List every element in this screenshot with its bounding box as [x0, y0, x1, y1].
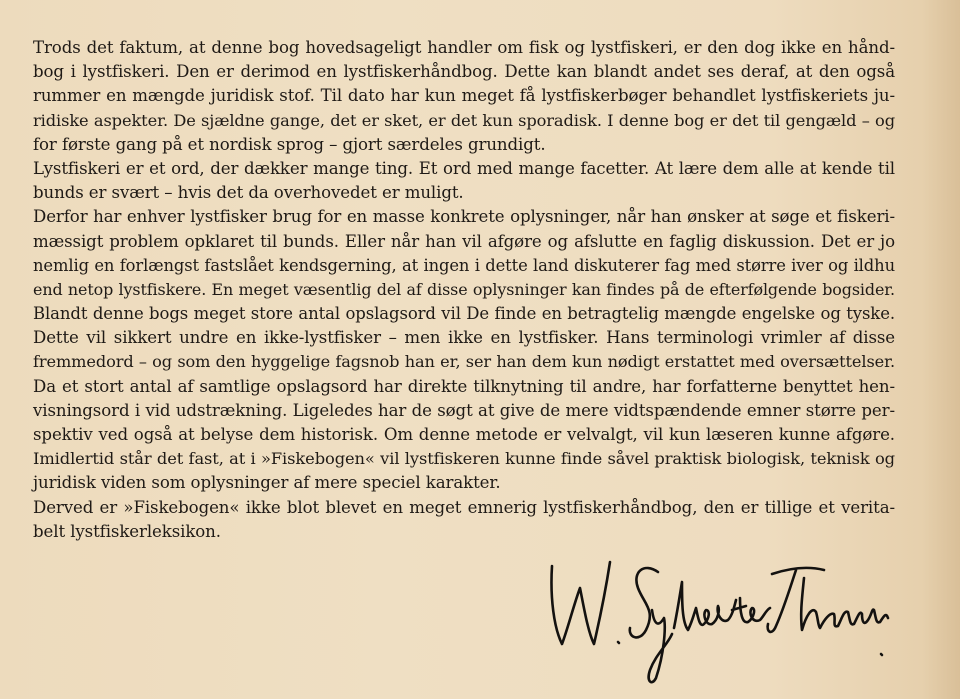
text-line: rummer en mængde juridisk stof. Til dato har kun meget få lystfiskerbøger behandlet lystfiskeriets ju-: [33, 86, 895, 106]
text-line: mæssigt problem opklaret til bunds. Eller når han vil afgøre og afslutte en faglig diskussion. Det er jo: [33, 231, 895, 251]
body-text: [33, 36, 895, 544]
signature: [540, 558, 890, 688]
text-line: end netop lystfiskere. En meget væsentlig del af disse oplysninger kan findes på de efterfølgende bogsider.: [33, 279, 895, 299]
text-line: bog i lystfiskeri. Den er derimod en lystfiskerhåndbog. Dette kan blandt andet ses deraf, at den også: [33, 62, 895, 82]
text-line: Derved er »Fiskebogen« ikke blot blevet en meget emnerig lystfiskerhåndbog, den er tillige et verita-: [33, 497, 895, 517]
text-line: Blandt denne bogs meget store antal opslagsord vil De finde en betragtelig mængde engelske og tyske.: [33, 304, 895, 324]
signature-stroke: [801, 578, 888, 630]
signature-stroke: [768, 568, 824, 632]
signature-stroke: [881, 654, 882, 655]
text-line: Trods det faktum, at denne bog hovedsageligt handler om fisk og lystfiskeri, er den dog ikke en hånd-: [33, 38, 895, 57]
text-line: spektiv ved også at belyse dem historisk. Om denne metode er velvalgt, vil kun læseren kunne afgøre.: [33, 425, 895, 444]
signature-stroke: [551, 562, 610, 644]
text-line: visningsord i vid udstrækning. Ligeledes har de søgt at give de mere vidtspændende emner større per-: [33, 400, 895, 420]
text-line: Imidlertid står det fast, at i »Fiskebogen« vil lystfiskeren kunne finde såvel praktisk biologisk, teknisk og: [33, 449, 895, 469]
text-line: nemlig en forlængst fastslået kendsgerning, at ingen i dette land diskuterer fag med større iver og ildhu: [33, 255, 895, 275]
text-line: fremmedord – og som den hyggelige fagsnob han er, ser han dem kun nødigt erstattet med oversættelser.: [33, 352, 895, 372]
signature-stroke: [618, 642, 619, 643]
signature-stroke: [649, 610, 672, 682]
text-line: Derfor har enhver lystfisker brug for en masse konkrete oplysninger, når han ønsker at søge et fiskeri-: [33, 207, 895, 227]
text-line: Da et stort antal af samtlige opslagsord har direkte tilknytning til andre, har forfatterne benyttet hen-: [33, 376, 895, 396]
text-line: ridiske aspekter. De sjældne gange, det er sket, er det kun sporadisk. I denne bog er det til gengæld – og: [33, 110, 895, 130]
text-line: bunds er svært – hvis det da overhovedet er muligt.: [33, 183, 464, 203]
signature-stroke: [674, 582, 770, 630]
signature-stroke: [630, 568, 658, 637]
text-line: for første gang på et nordisk sprog – gjort særdeles grundigt.: [33, 134, 546, 154]
text-line: juridisk viden som oplysninger af mere speciel karakter.: [33, 473, 501, 493]
text-line: Dette vil sikkert undre en ikke-lystfisker – men ikke en lystfisker. Hans terminologi vrimler af disse: [33, 328, 895, 348]
text-line: belt lystfiskerleksikon.: [33, 521, 221, 541]
text-line: Lystfiskeri er et ord, der dækker mange ting. Et ord med mange facetter. At lære dem alle at kende til: [33, 158, 895, 178]
